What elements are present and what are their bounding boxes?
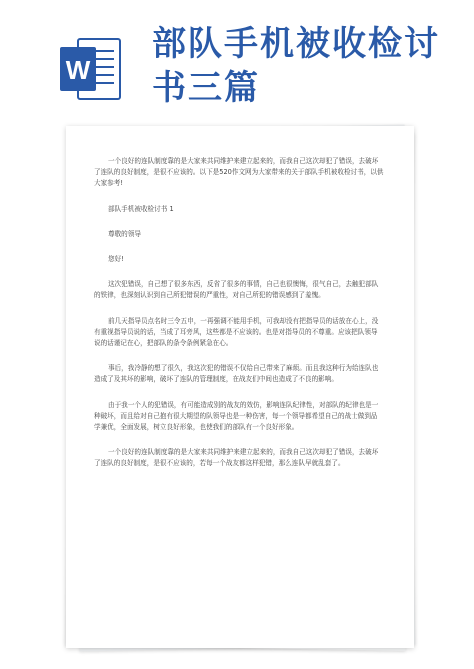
word-document-icon: [58, 35, 124, 103]
paragraph-salutation: 尊敬的领导: [108, 229, 141, 238]
title-line-1: 部队手机被收检讨: [152, 24, 440, 64]
document-page: [66, 126, 414, 648]
paragraph-body-3: 事后，我冷静的想了很久，我这次犯的错误不仅给自己带来了麻烦。而且我这种行为给连队也造成了及其坏的影响，破坏了连队的管理制度，在战友们中间也造成了不良的影响。: [94, 364, 379, 384]
paragraph-intro: 一个良好的连队制度靠的是大家来共同维护来建立起来的，而我自己这次却犯了错误，去破坏了连队的良好制度，是很不应该的。以下是520作文网为大家带来的关于部队手机被收检讨书，以供大家参考!: [94, 157, 384, 188]
paragraph-greeting: 您好!: [108, 255, 124, 264]
paragraph-body-5: 一个良好的连队制度靠的是大家来共同维护来建立起来的，而我自己这次却犯了错误，去破坏了连队的良好制度，是很不应该的，若每一个战友都这样犯错，那么连队早就乱套了。: [94, 448, 379, 468]
paragraph-body-1: 这次犯错误，自己想了很多东西，反省了很多的事情，自己也很懊悔，很气自己，去触犯部队的铁律，也深刻认识到自己所犯错误的严重性，对自己所犯的错误感到了羞愧。: [94, 280, 379, 300]
header: [0, 0, 474, 120]
svg-text:W: W: [65, 55, 91, 85]
paragraph-heading: 部队手机被收检讨书 1: [108, 204, 174, 213]
paragraph-body-4: 由于我一个人的犯错误，有可能造成别的战友的效仿，影响连队纪律性，对部队的纪律也是一种破坏，而且给对自己抱有很大期望的队领导也是一种伤害，每一个领导都希望自己的战士做到品学兼优，全面发展，树立良好形象，也使我们的部队有一个良好形象。: [94, 400, 379, 432]
page-title: [152, 22, 452, 110]
title-line-2: 书三篇: [152, 68, 260, 108]
document-body: [94, 156, 384, 484]
paragraph-body-2: 前几天指导员点名时三令五申，一再强调不能用手机，可我却没有把指导员的话放在心上，没有重视指导员说的话，当成了耳旁风，这些都是不应该的。也是对指导员的不尊重。应该把队领导说的话谨记在心，把部队的条令条例紧急在心。: [94, 316, 379, 348]
